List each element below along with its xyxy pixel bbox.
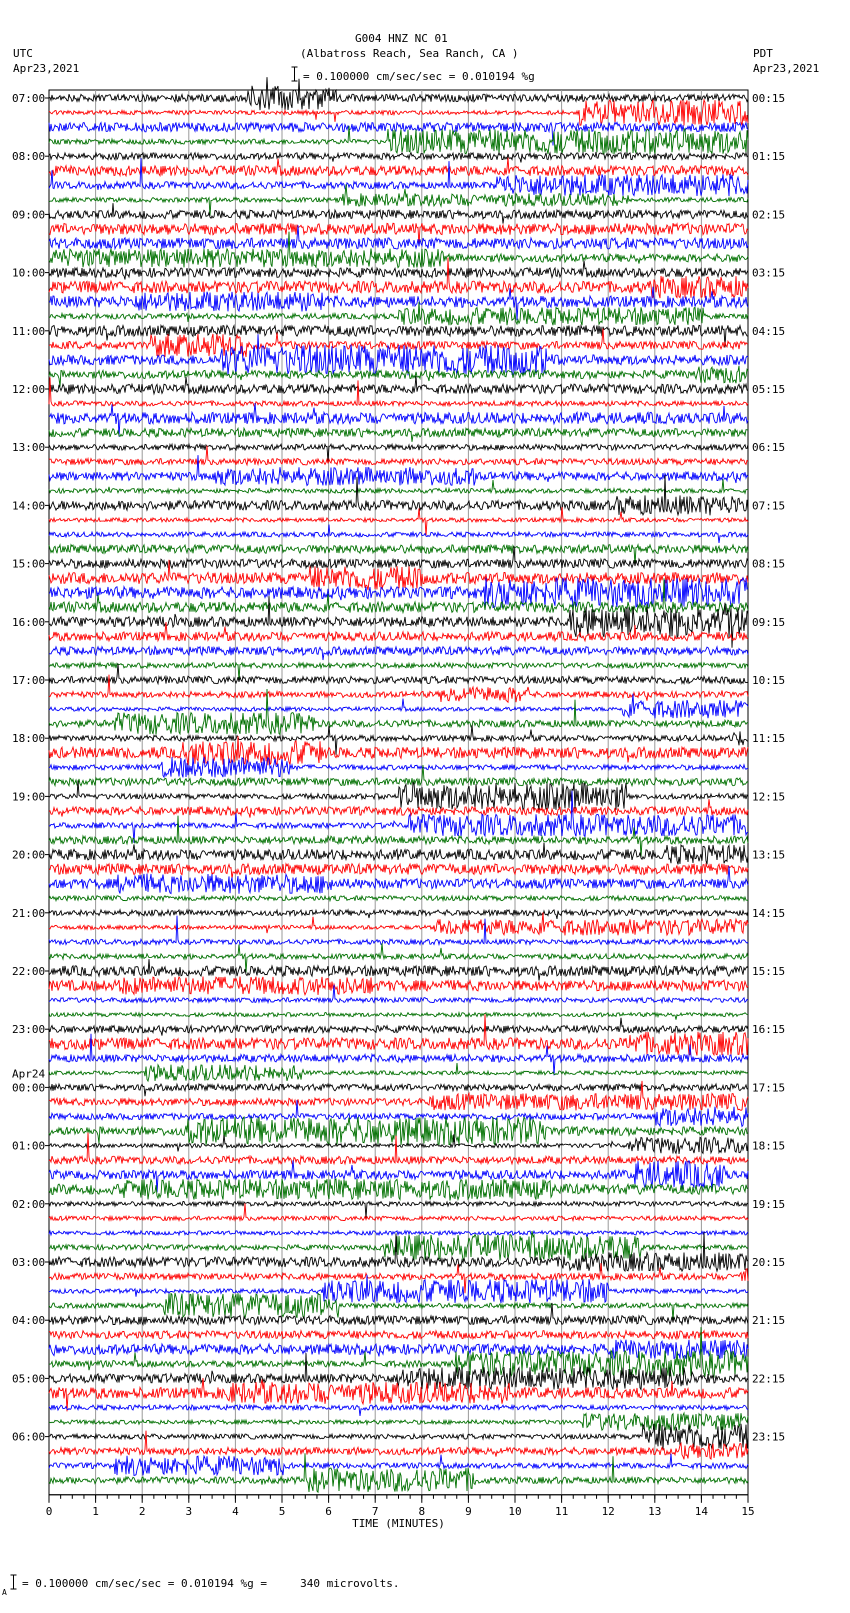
seismic-trace [49,126,748,155]
seismic-trace [49,475,748,515]
seismic-trace [49,912,748,935]
seismic-trace [49,1018,748,1036]
pdt-hour-label: 12:15 [752,790,786,804]
seismic-trace [49,122,748,145]
scale-calibration-text: = 0.100000 cm/sec/sec = 0.010194 %g [303,70,535,83]
utc-hour-label: 05:00 [12,1372,46,1386]
x-tick-label: 13 [648,1504,662,1518]
footer-mark: A [2,1588,7,1597]
utc-hour-label: 06:00 [12,1430,46,1444]
seismic-trace [49,896,748,901]
pdt-hour-label: 15:15 [752,965,786,978]
seismic-trace [49,507,748,536]
pdt-hour-label: 23:15 [752,1430,786,1444]
seismic-trace [49,909,748,919]
utc-hour-label: 03:00 [12,1256,46,1269]
seismic-trace [49,1133,748,1164]
seismic-trace [49,736,748,765]
pdt-hour-label: 22:15 [752,1372,786,1386]
pdt-hour-label: 16:15 [752,1023,786,1037]
utc-hour-label: 09:00 [12,208,46,222]
seismic-trace [49,1331,748,1339]
seismic-trace [49,1405,748,1416]
seismic-trace [49,977,748,995]
utc-hour-label: 19:00 [12,790,46,804]
pdt-hour-label: 07:15 [752,499,786,513]
seismic-trace [49,1454,748,1476]
seismic-traces [49,77,748,1492]
x-tick-label: 11 [554,1504,569,1518]
utc-hour-label: 04:00 [12,1314,46,1328]
pdt-hour-label: 20:15 [752,1256,786,1269]
footer-scale-bar-icon [10,1574,17,1590]
pdt-hour-label: 19:15 [752,1197,786,1211]
utc-date-change-label: Apr24 [12,1067,46,1081]
seismic-trace [49,675,748,703]
seismic-trace [49,1231,748,1261]
utc-hour-label: 21:00 [12,906,46,920]
pdt-zone-label: PDT [753,47,773,60]
seismic-trace [49,158,748,196]
seismic-trace [49,864,748,879]
pdt-hour-label: 03:15 [752,266,786,280]
pdt-hour-label: 06:15 [752,441,786,455]
seismic-trace [49,1081,748,1111]
seismic-trace [49,203,748,224]
pdt-hour-label: 02:15 [752,208,786,222]
seismic-trace [49,843,748,865]
utc-hour-label: 23:00 [12,1023,46,1037]
seismic-trace [49,525,748,543]
utc-hour-label: 02:00 [12,1197,46,1211]
seismic-trace [49,816,748,858]
seismic-trace [49,765,748,786]
seismic-trace [49,757,748,777]
utc-date-label: Apr23,2021 [13,62,80,75]
seismic-trace [49,1013,748,1020]
seismic-trace [49,152,748,163]
utc-hour-label: 20:00 [12,848,46,862]
pdt-hour-label: 11:15 [752,732,786,746]
seismic-trace [49,1453,748,1492]
seismic-trace [49,366,748,387]
station-title: G004 HNZ NC 01 [355,32,448,45]
utc-hour-label: 17:00 [12,674,46,687]
utc-hour-label: 14:00 [12,499,46,513]
seismic-trace [49,799,748,817]
seismic-trace [49,1353,748,1390]
utc-hour-label: 08:00 [12,150,46,164]
seismic-trace [49,100,748,126]
pdt-hour-label: 14:15 [752,906,786,920]
x-tick-label: 15 [741,1504,755,1518]
seismic-trace [49,232,748,268]
pdt-hour-label: 04:15 [752,324,786,338]
x-tick-label: 3 [185,1504,193,1518]
utc-hour-label: 18:00 [12,732,46,746]
pdt-hour-label: 18:15 [752,1139,786,1153]
x-tick-label: 7 [371,1504,379,1518]
seismic-trace [49,985,748,1003]
utc-hour-label: 10:00 [12,266,46,280]
seismic-trace [49,1100,748,1126]
seismic-trace [49,1117,748,1145]
utc-hour-label: 00:00 [12,1081,46,1095]
seismic-trace [49,158,748,176]
utc-hour-label: 12:00 [12,383,46,396]
pdt-hour-label: 17:15 [752,1081,786,1095]
x-tick-label: 6 [325,1504,332,1518]
seismic-trace [49,1063,748,1081]
seismic-trace [49,1014,748,1055]
pdt-hour-label: 05:15 [752,383,786,396]
x-tick-label: 9 [465,1504,472,1518]
x-tick-label: 1 [92,1504,99,1518]
seismic-trace [49,647,748,660]
x-tick-label: 12 [601,1504,615,1518]
footer-scale-note: = 0.100000 cm/sec/sec = 0.010194 %g = 340 microvolts. [22,1577,400,1590]
location-title: (Albatross Reach, Sea Ranch, CA ) [300,47,519,60]
seismic-trace [49,694,748,719]
x-tick-label: 5 [278,1504,286,1518]
x-tick-label: 4 [232,1504,239,1518]
utc-hour-label: 07:00 [12,92,46,105]
utc-hour-label: 13:00 [12,441,46,455]
x-tick-label: 2 [138,1504,146,1518]
seismic-trace [49,479,748,493]
x-axis-label: TIME (MINUTES) [352,1516,445,1530]
utc-hour-label: 15:00 [12,557,46,571]
utc-hour-label: 22:00 [12,965,46,978]
pdt-hour-label: 21:15 [752,1314,786,1328]
seismic-trace [49,334,748,375]
utc-zone-label: UTC [13,47,33,60]
pdt-hour-label: 00:15 [752,92,786,105]
seismic-trace [49,1201,748,1218]
pdt-hour-label: 01:15 [752,150,786,164]
seismic-trace [49,1179,748,1201]
seismic-trace [49,1231,748,1238]
x-tick-label: 0 [45,1504,53,1518]
utc-hour-label: 01:00 [12,1139,46,1153]
utc-hour-label: 11:00 [12,324,46,338]
seismic-trace [49,446,748,465]
pdt-hour-label: 09:15 [752,615,786,629]
pdt-hour-label: 10:15 [752,674,786,687]
x-tick-label: 14 [694,1504,709,1518]
pdt-hour-label: 08:15 [752,557,786,571]
utc-hour-label: 16:00 [12,615,46,629]
seismic-trace [49,916,748,947]
seismic-trace [49,1424,748,1450]
pdt-hour-label: 13:15 [752,848,786,862]
seismic-trace [49,1203,748,1220]
x-tick-label: 8 [418,1504,426,1518]
pdt-date-label: Apr23,2021 [753,62,820,75]
seismic-trace [49,1134,748,1154]
x-tick-label: 10 [508,1504,522,1518]
seismic-trace [49,428,748,442]
scale-bar-icon [291,66,298,82]
seismic-trace [49,663,748,680]
